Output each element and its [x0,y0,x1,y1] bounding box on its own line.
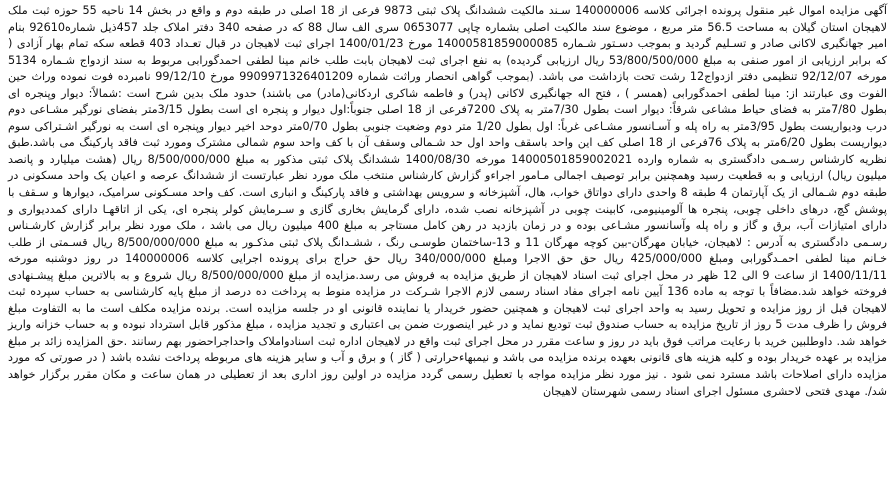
notice-body-text: آگهی مزایده اموال غیر منقول پرونده اجرائی کلاسه 140000006 سـند مالکیت ششدانگ پلاک ثبتی 9873 فرعی از 18 اصلی در طبقه دوم و واقع در بخش 14 ناحیه 55 حوزه ثبت ملک لاهیجان استان گیلان به مساحت 56.5 متر مربع ، موضوع سند مالکیت اصلی بشماره چاپی 0653077 سری الف سال 88 که در صفحه 340 دفتر املاک جلد 457ذیل شماره92610 بنام امیر جهانگیری لاکانی صادر و تسـلیم گردید و بموجب دسـتور شـماره 14000581859000085 مورخ 1400/01/23 اجرای ثبت لاهیجان در قبال تعـداد 403 قطعه سکه تمام بهار آزادی ( که برابر ارزیابی از امور صنفی به مبلغ 53/800/500/000 ریال ارزیابی گردیده) به نفع اجرای ثبت لاهیجان بابت طلب خانم مینا لطفی احمدگورابی مربوط به سند ازدواج شـماره 5134 مورخه 92/12/07 تنظیمی دفتر ازدواج12 رشت تحت بازداشت می باشد. (بموجب گواهی انحصار وراثت شماره 9909971326401209 مورخ 99/12/10 نامبرده فوت نموده وراث حین الفوت وی عبارتند از: مینا لطفی احمدگورابی (همسر ) ، فتح اله جهانگیری لاکانی (پدر) و فاطمه شاکری اردکانی(مادر) می باشند) حدود ملک بدین شرح است :شمالاً: دیوار وپنجره ای بطول 7/80متر به فضای حیاط مشاعی شرقاً: دیوار است بطول 7/30متر به پلاک 7200فرعی از 18 اصلی جنوباً:اول دیوار و پنجره ای است بطول 3/15متر بفضای نورگیر مشـاعی دوم درب ودیواریست بطول 3/95متر به راه پله و آسـانسور مشـاعی غرباً: اول بطول 1/20 متر دوم وضعیت جنوبی بطول 0/70متر دوحد اخیر دیوار وپنجره ای است به نورگیر اشـتراکی سوم دیواریست بطول 6/20متر به پلاک 76فرعی از 18 اصلی کف این واحد باسقف واحد اول حد شـمالی وسقف آن با کف واحد سوم شمالی مشترک ومورد ثبت فاقد پارکینگ می باشد.طبق نظریه کارشناس رسـمی دادگستری به شماره وارده 14000501859002021 مورخه 1400/08/30 ششدانگ پلاک ثبتی مذکور به مبلغ 8/500/000/000 ریال (هشت میلیارد و پانصد میلیون ریال) ارزیابی و به قطعیت رسید وهمچنین برابر توصیف اجمالی مـامور اجراءو گزارش کارشناس منتخب ملک مورد نظر عبارتست از ششدانگ عرصه و اعیان یک واحد مسکونی در طبقه دوم شـمالی از یک آپارتمان 4 طبقه 8 واحدی دارای دواتاق خواب، هال، آشپزخانه و سرویس بهداشتی و فاقد پارکینگ و انباری است. کف واحد مسـکونی سرامیک، دیوارها و سـقف با پوشش گچ، درهای داخلی چوبی، پنجره ها آلومینیومی، کابینت چوبی در آشپزخانه نصب شده، دارای گرمایش بخاری گازی و سـرمایش کولر پنجره ای، یکی از اتاقهـا دارای کمددیواری و دارای امتیازات آب، برق و گاز و راه پله وآسانسور مشـاعی بوده و در زمان بازدید در رهن کامل مستاجر به مبلغ 400 میلیون ریال می باشد ، ملک مورد نظر برابر گزارش کارشـناس رسـمی دادگستری به آدرس : لاهیجان، خیابان مهرگان-بین کوچه مهرگان 11 و 13-ساختمان طوسـی رنگ ، ششـدانگ پلاک ثبتی مذکـور به مبلغ 8/500/000/000 ریال قسـمتی از طلب خـانم مینا لطفی احمـدگورابی ومبلغ 425/000/000 ریال حق حق الاجرا ومبلغ 340/000/000 ریال حق حراج برای پرونده اجرایی کلاسه 140000006 در روز دوشنبه مورخه 1400/11/11 از ساعت 9 الی 12 ظهر در محل اجرای ثبت اسناد لاهیجان از طریق مزایده به فروش می رسد.مزایده از مبلغ 8/500/000/000 ریال شروع و به بالاترین مبلغ پیشـنهادی فروخته خواهد شد.مضافاً با توجه به ماده 136 آیین نامه اجرای مفاد اسناد رسمی لازم الاجرا شـرکت در مزایده منوط به پرداخت ده درصد از مبلغ پایه کارشناسی به حساب سپرده ثبت لاهیجان قبل از روز مزایده و تحویل رسید به واحد اجرای ثبت لاهیجان و همچنین حضور خریدار یا نماینده قانونی او در جلسه مزایده است. برنده مزایده مکلف است ما به التفاوت مبلغ فروش را ظرف مدت 5 روز از تاریخ مزایده به حساب صندوق ثبت تودیع نماید و در غیر اینصورت ضمن بی اعتباری و تجدید مزایده ، مبلغ مذکور قابل استرداد نبوده و به حساب خزانه واریز خواهد شد. داوطلبین خرید با رعایت مراتب فوق باید در روز و ساعت مقرر در محل اجرای ثبت واقع در لاهیجان اداره ثبت اسنادواملاک واحداجراحضور بهم رسانند .حق المزایده زائد بر مبلغ مزایده بر عهده خریدار بوده و کلیه هزینه های قانونی بعهده برنده مزایده می باشد و نیمبهاءحرارتی ( گاز ) و برق و آب و سایر هزینه های مربوطه پرداخت نشده باشد ( در صورتی که مورد مزایده دارای اصلاحات باشد مسترد نمی شود . نیز مورد نظر مزایده مواجه با تعطیل رسمی گردد مزایده در اولین روز اداری بعد از تعطیلی در همان ساعت و مکان مقرر برگزار خواهد شد/. مهدی فتحی لاحشری مسئول اجرای اسناد رسمی شهرستان لاهیجان [8,4,888,398]
